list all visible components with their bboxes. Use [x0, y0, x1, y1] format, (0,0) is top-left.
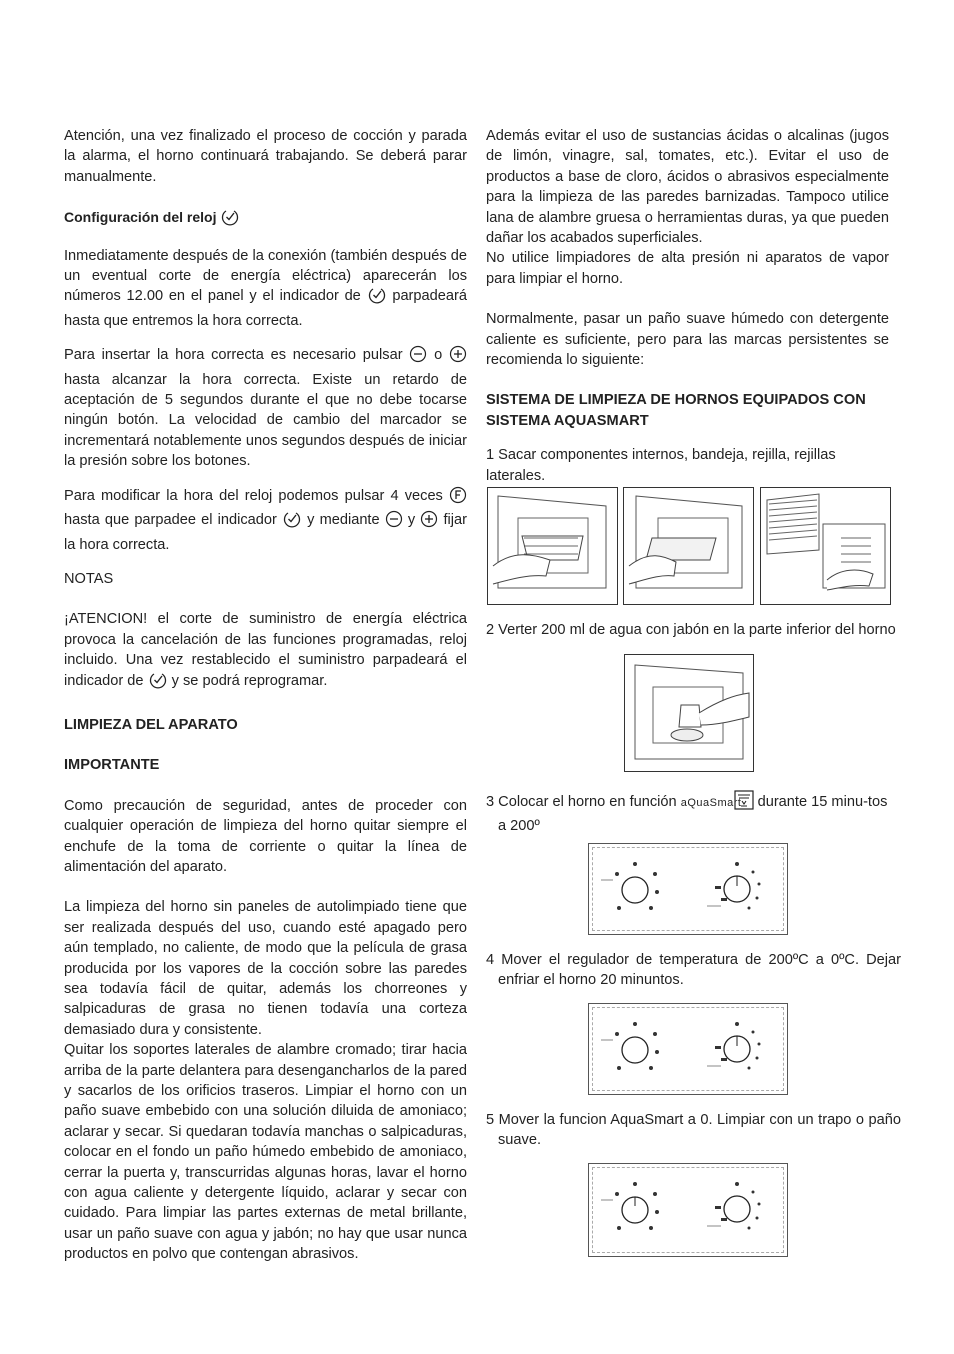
step-5: 5 Mover la funcion AquaSmart a 0. Limpiar con un trapo o paño suave. [486, 1112, 901, 1149]
control-panel-step4 [588, 1003, 788, 1095]
clock-heading: Configuración del reloj [64, 207, 467, 231]
important-heading: IMPORTANTE [64, 757, 160, 774]
clock-icon [367, 286, 387, 310]
intro-paragraph: Atención, una vez finalizado el proceso de cocción y parada la alarma, el horno continuará trabajando. Se deberá parar manualmente. [64, 128, 467, 185]
aquasmart-logo: aQuaSmart [680, 797, 742, 809]
safety-paragraph: Como precaución de seguridad, antes de proceder con cualquier operación de limpieza del horno quitar siempre el enchufe de la toma de corriente o quitar la línea de alimentación del aparato. [64, 797, 467, 875]
clock-icon [148, 671, 168, 695]
minus-icon [409, 345, 427, 369]
clock-paragraph-2: Para insertar la hora correcta es necesario pulsar o hasta alcanzar la hora correcta. Existe un retardo de aceptación de 5 segundos durante el que no debe tocarse ningún botón. La velocidad de cambio del marcador se incrementará notablemente unos segundos después de iniciar la presión sobre los botones. [64, 347, 467, 470]
pressure-paragraph: No utilice limpiadores de alta presión ni aparatos de vapor para limpiar el horno. [486, 250, 889, 287]
normal-cleaning-paragraph: Normalmente, pasar un paño suave húmedo con detergente caliente es suficiente, pero para las marcas persistentes se recomienda lo siguiente: [486, 311, 889, 369]
f-icon [449, 486, 467, 510]
right-column [486, 126, 889, 486]
clock-icon [282, 510, 302, 534]
warning-paragraph: ¡ATENCION! el corte de suministro de energía eléctrica provoca la cancelación de las funciones programadas, reloj incluido. Una vez restablecido el suministro parpadeará el indicador de y se podrá reprogramar. [64, 609, 467, 695]
clock-icon [220, 208, 240, 231]
acids-paragraph: Además evitar el uso de sustancias ácidas o alcalinas (jugos de limón, vinagre, sal, tomates, etc.). Evitar el uso de productos a base de cloro, ácidos o abrasivos especialmente para la limpieza de las paredes barnizadas. Tampoco utilice lana de alambre gruesa o herramientas duras, ya que pueden dañar los acabados superficiales. [486, 128, 889, 247]
step-2: 2 Verter 200 ml de agua con jabón en la parte inferior del horno [486, 622, 896, 638]
aquasmart-heading: SISTEMA DE LIMPIEZA DE HORNOS EQUIPADOS CON SISTEMA AQUASMART [486, 392, 866, 429]
aquasmart-function-icon [746, 790, 754, 816]
clock-paragraph-1: Inmediatamente después de la conexión (también después de un eventual corte de energía eléctrica) aparecerán los números 12.00 en el panel y el indicador de parpadeará hasta que entremos la hora correcta. [64, 247, 467, 329]
plus-icon [449, 345, 467, 369]
step-4: 4 Mover el regulador de temperatura de 200ºC a 0ºC. Dejar enfriar el horno 20 minuntos. [486, 952, 901, 989]
notes-label: NOTAS [64, 570, 114, 587]
control-panel-step3 [588, 843, 788, 935]
cleaning-heading: LIMPIEZA DEL APARATO [64, 716, 238, 733]
cleaning-paragraph-1: La limpieza del horno sin paneles de autolimpiado tiene que ser realizada después del uso, cuando esté apagado pero aún templado, no caliente, de modo que la película de grasa producida por los vapores de la cocción sobre las paredes sea todavía fácil de quitar, además los chorreones y salpicaduras de grasa no tienen todavía una corteza demasiado dura y consistente. [64, 899, 467, 1038]
oven-remove-tray-illustration [623, 487, 754, 605]
step-1: 1 Sacar componentes internos, bandeja, rejilla, rejillas laterales. [486, 447, 836, 484]
oven-pour-water-illustration [624, 654, 754, 772]
minus-icon [385, 510, 403, 534]
oven-remove-rack-illustration [487, 487, 618, 605]
cleaning-paragraph-2: Quitar los soportes laterales de alambre cromado; tirar hacia arriba de la parte delantera para desengancharlos de la pared y sacarlos de los orificios traseros. Limpiar el horno con un paño suave embebido con una solución diluida de amoniaco; aclarar y secar. Si quedaran todavía manchas o salpicaduras, colocar en el fondo un paño húmedo embebido de amoniaco, cerrar la puerta y, transcurridas algunas horas, lavar el horno con agua caliente y detergente líquido, aclarar y secar con cuidado. Para limpiar las partes externas de metal brillante, usar un paño suave con agua y jabón; no hay que usar nunca productos en polvo que contengan abrasivos. [64, 1042, 467, 1263]
step-3: 3 Colocar el horno en función aQuaSmart durante 15 minu-tos a 200º [486, 790, 896, 837]
clock-paragraph-3: Para modificar la hora del reloj podemos pulsar 4 veces hasta que parpadee el indicador y mediante y fijar la hora correcta. [64, 487, 467, 553]
plus-icon [420, 510, 438, 534]
left-column [64, 126, 467, 1265]
control-panel-step5 [588, 1163, 788, 1257]
oven-remove-side-racks-illustration [760, 487, 891, 605]
